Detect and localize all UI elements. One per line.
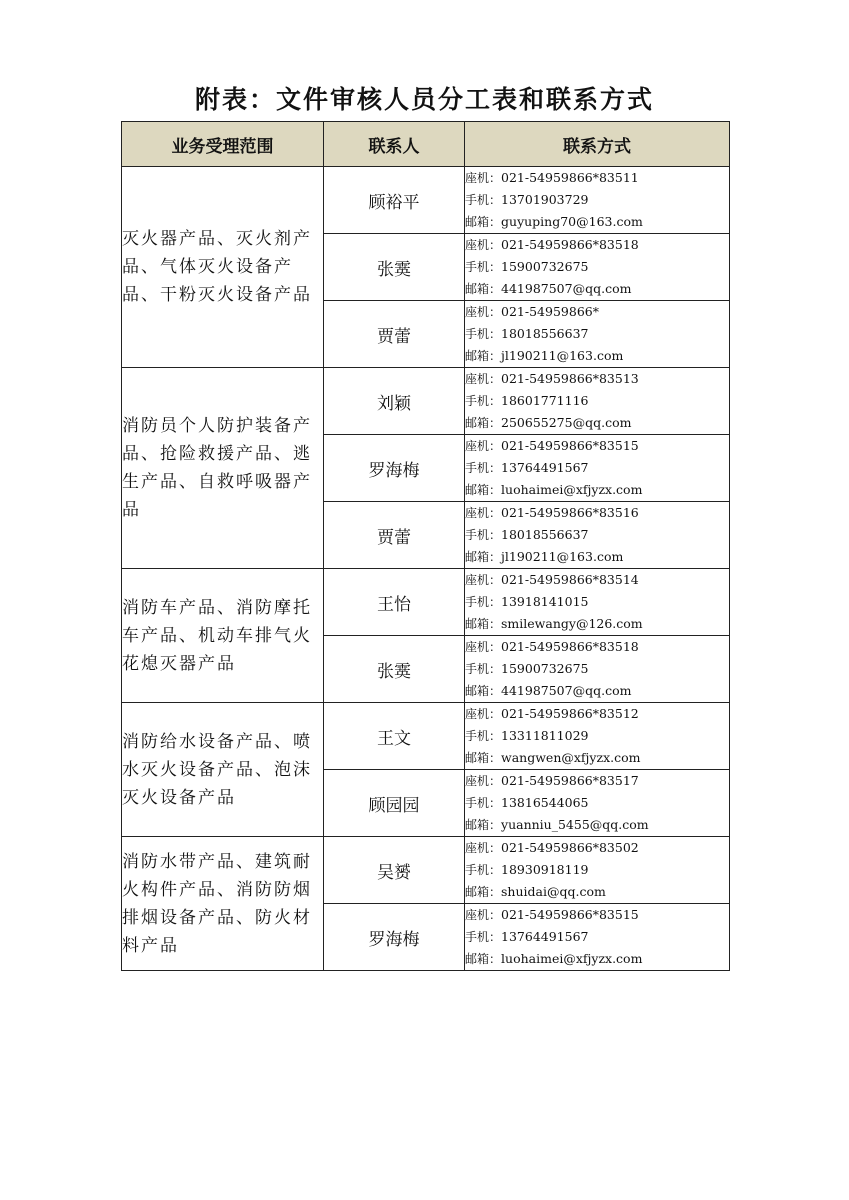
contact-person-name: 吴赟 [324,837,465,904]
email-label: 邮箱： [465,483,502,497]
mobile-label: 手机： [465,930,502,944]
email-value[interactable]: shuidai@qq.com [501,884,606,899]
email-line [465,479,729,501]
contact-person-name: 张霙 [324,234,465,301]
header-scope: 业务受理范围 [122,122,324,167]
email-line [465,613,729,635]
business-scope-cell: 消防给水设备产品、喷水灭火设备产品、泡沫灭火设备产品 [122,703,324,837]
landline-line [465,636,729,658]
contact-details-cell [465,770,730,837]
mobile-label: 手机： [465,461,502,475]
business-scope-cell: 消防水带产品、建筑耐火构件产品、消防防烟排烟设备产品、防火材料产品 [122,837,324,971]
mobile-label: 手机： [465,595,502,609]
mobile-value: 15900732675 [501,661,589,676]
page-title: 附表：文件审核人员分工表和联系方式 [194,85,654,114]
landline-value: 021-54959866*83512 [501,706,639,721]
landline-line [465,435,729,457]
landline-line [465,904,729,926]
email-label: 邮箱： [465,751,502,765]
contact-details-cell [465,569,730,636]
landline-value: 021-54959866*83515 [501,438,639,453]
landline-value: 021-54959866*83514 [501,572,639,587]
contact-person-name: 王怡 [324,569,465,636]
mobile-line [465,658,729,680]
email-line [465,680,729,702]
email-line [465,412,729,434]
landline-label: 座机： [465,640,502,654]
mobile-line [465,189,729,211]
mobile-line [465,390,729,412]
email-line [465,546,729,568]
email-value[interactable]: luohaimei@xfjyzx.com [501,482,643,497]
business-scope-cell: 消防员个人防护装备产品、抢险救援产品、逃生产品、自救呼吸器产品 [122,368,324,569]
contact-details-cell [465,368,730,435]
mobile-value: 18018556637 [501,326,589,341]
landline-label: 座机： [465,707,502,721]
mobile-line [465,926,729,948]
landline-value: 021-54959866*83515 [501,907,639,922]
landline-value: 021-54959866*83518 [501,639,639,654]
mobile-value: 13764491567 [501,929,589,944]
landline-value: 021-54959866* [501,304,599,319]
landline-value: 021-54959866*83517 [501,773,639,788]
table-row [122,837,730,904]
mobile-label: 手机： [465,796,502,810]
mobile-label: 手机： [465,729,502,743]
email-value[interactable]: luohaimei@xfjyzx.com [501,951,643,966]
mobile-line [465,792,729,814]
email-label: 邮箱： [465,885,502,899]
landline-value: 021-54959866*83511 [501,170,639,185]
landline-label: 座机： [465,305,502,319]
contact-details-cell [465,837,730,904]
landline-line [465,167,729,189]
contact-person-name: 贾蕾 [324,301,465,368]
header-person: 联系人 [324,122,465,167]
contact-person-name: 刘颖 [324,368,465,435]
landline-label: 座机： [465,573,502,587]
mobile-label: 手机： [465,662,502,676]
email-label: 邮箱： [465,349,502,363]
landline-line [465,234,729,256]
landline-line [465,301,729,323]
contact-person-name: 罗海梅 [324,435,465,502]
contact-person-name: 王文 [324,703,465,770]
email-label: 邮箱： [465,282,502,296]
mobile-value: 13764491567 [501,460,589,475]
landline-label: 座机： [465,171,502,185]
landline-value: 021-54959866*83502 [501,840,639,855]
mobile-label: 手机： [465,394,502,408]
contact-details-cell [465,502,730,569]
email-value[interactable]: 250655275@qq.com [501,415,632,430]
mobile-value: 18930918119 [501,862,589,877]
contact-details-cell [465,636,730,703]
table-row [122,167,730,234]
landline-line [465,368,729,390]
table-row [122,703,730,770]
landline-label: 座机： [465,372,502,386]
email-label: 邮箱： [465,550,502,564]
landline-line [465,502,729,524]
landline-line [465,837,729,859]
email-line [465,948,729,970]
contact-details-cell [465,301,730,368]
landline-label: 座机： [465,506,502,520]
header-contact: 联系方式 [465,122,730,167]
email-label: 邮箱： [465,617,502,631]
mobile-line [465,256,729,278]
landline-label: 座机： [465,774,502,788]
contact-details-cell [465,904,730,971]
mobile-line [465,725,729,747]
mobile-value: 13918141015 [501,594,589,609]
mobile-label: 手机： [465,863,502,877]
mobile-line [465,524,729,546]
mobile-line [465,859,729,881]
email-line [465,345,729,367]
email-line [465,211,729,233]
landline-label: 座机： [465,908,502,922]
mobile-value: 18018556637 [501,527,589,542]
contact-person-name: 顾园园 [324,770,465,837]
email-value[interactable]: smilewangy@126.com [501,616,643,631]
business-scope-cell: 消防车产品、消防摩托车产品、机动车排气火花熄灭器产品 [122,569,324,703]
contact-details-cell [465,167,730,234]
email-label: 邮箱： [465,215,502,229]
email-value[interactable]: yuanniu_5455@qq.com [501,817,649,832]
contact-details-cell [465,703,730,770]
business-scope-cell: 灭火器产品、灭火剂产品、气体灭火设备产品、干粉灭火设备产品 [122,167,324,368]
landline-line [465,703,729,725]
mobile-value: 13311811029 [501,728,589,743]
contact-details-cell [465,435,730,502]
table-header-row [122,122,730,167]
email-value[interactable]: jl190211@163.com [501,348,624,363]
email-label: 邮箱： [465,684,502,698]
email-label: 邮箱： [465,818,502,832]
mobile-line [465,591,729,613]
landline-line [465,569,729,591]
landline-label: 座机： [465,238,502,252]
contact-person-name: 张霙 [324,636,465,703]
email-label: 邮箱： [465,952,502,966]
mobile-value: 18601771116 [501,393,589,408]
email-line [465,814,729,836]
table-row [122,368,730,435]
email-value[interactable]: wangwen@xfjyzx.com [501,750,641,765]
contact-person-name: 罗海梅 [324,904,465,971]
email-value[interactable]: 441987507@qq.com [501,683,632,698]
mobile-label: 手机： [465,260,502,274]
email-value[interactable]: jl190211@163.com [501,549,624,564]
mobile-value: 15900732675 [501,259,589,274]
landline-label: 座机： [465,439,502,453]
mobile-value: 13701903729 [501,192,589,207]
landline-label: 座机： [465,841,502,855]
landline-line [465,770,729,792]
mobile-label: 手机： [465,528,502,542]
mobile-label: 手机： [465,193,502,207]
email-value[interactable]: guyuping70@163.com [501,214,643,229]
contact-person-name: 顾裕平 [324,167,465,234]
mobile-line [465,323,729,345]
contact-details-cell [465,234,730,301]
mobile-label: 手机： [465,327,502,341]
email-line [465,278,729,300]
mobile-value: 13816544065 [501,795,589,810]
email-label: 邮箱： [465,416,502,430]
contact-person-name: 贾蕾 [324,502,465,569]
table-row [122,569,730,636]
mobile-line [465,457,729,479]
landline-value: 021-54959866*83513 [501,371,639,386]
staff-contact-table [121,121,730,971]
email-line [465,881,729,903]
email-value[interactable]: 441987507@qq.com [501,281,632,296]
landline-value: 021-54959866*83518 [501,237,639,252]
landline-value: 021-54959866*83516 [501,505,639,520]
email-line [465,747,729,769]
